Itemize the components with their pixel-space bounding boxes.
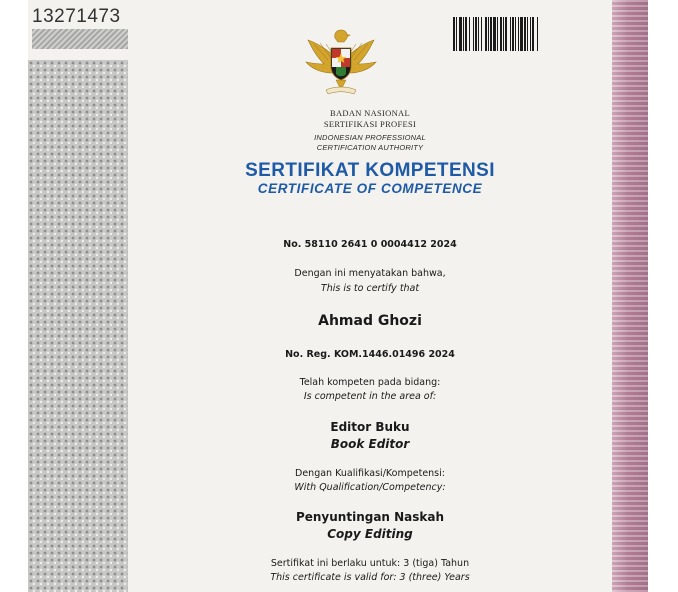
qualification-label-en: With Qualification/Competency:	[294, 482, 446, 493]
certificate-number: No. 58110 2641 0 0004412 2024	[283, 239, 457, 250]
qualification-label-id: Dengan Kualifikasi/Kompetensi:	[295, 468, 445, 479]
certificate-title-en: CERTIFICATE OF COMPETENCE	[257, 181, 483, 196]
agency-name-id-line1: BADAN NASIONAL	[330, 108, 410, 118]
agency-name-id-line2: SERTIFIKASI PROFESI	[323, 119, 417, 129]
barcode-icon	[453, 17, 598, 51]
serial-security-pattern	[32, 29, 128, 49]
competent-area-value-en: Book Editor	[330, 437, 410, 451]
competent-area-label-id: Telah kompeten pada bidang:	[299, 377, 441, 388]
qualification-value-id: Penyuntingan Naskah	[295, 510, 445, 524]
competent-area-value-id: Editor Buku	[330, 420, 410, 434]
certify-statement-id: Dengan ini menyatakan bahwa,	[294, 268, 446, 279]
page-margin	[648, 0, 678, 592]
barcode-stripe	[538, 17, 539, 51]
left-security-band	[28, 60, 128, 592]
certify-statement-en: This is to certify that	[320, 283, 420, 294]
agency-name-en	[128, 133, 612, 152]
competent-area-label-en: Is competent in the area of:	[303, 391, 437, 402]
holder-name: Ahmad Ghozi	[318, 313, 422, 329]
registration-number: No. Reg. KOM.1446.01496 2024	[285, 349, 455, 360]
garuda-emblem-icon	[302, 22, 380, 102]
serial-number: 13271473	[32, 6, 121, 27]
agency-name-en-line2: CERTIFICATION AUTHORITY	[316, 142, 424, 152]
agency-name-en-line1: INDONESIAN PROFESSIONAL	[314, 133, 426, 142]
certificate-title-id: SERTIFIKAT KOMPETENSI	[245, 160, 495, 181]
validity-statement-en: This certificate is valid for: 3 (three) Years	[270, 572, 470, 583]
validity-statement-id: Sertifikat ini berlaku untuk: 3 (tiga) Tahun	[270, 558, 470, 569]
right-security-band	[612, 0, 648, 592]
qualification-value-en: Copy Editing	[327, 527, 413, 541]
agency-name-id	[128, 108, 612, 130]
